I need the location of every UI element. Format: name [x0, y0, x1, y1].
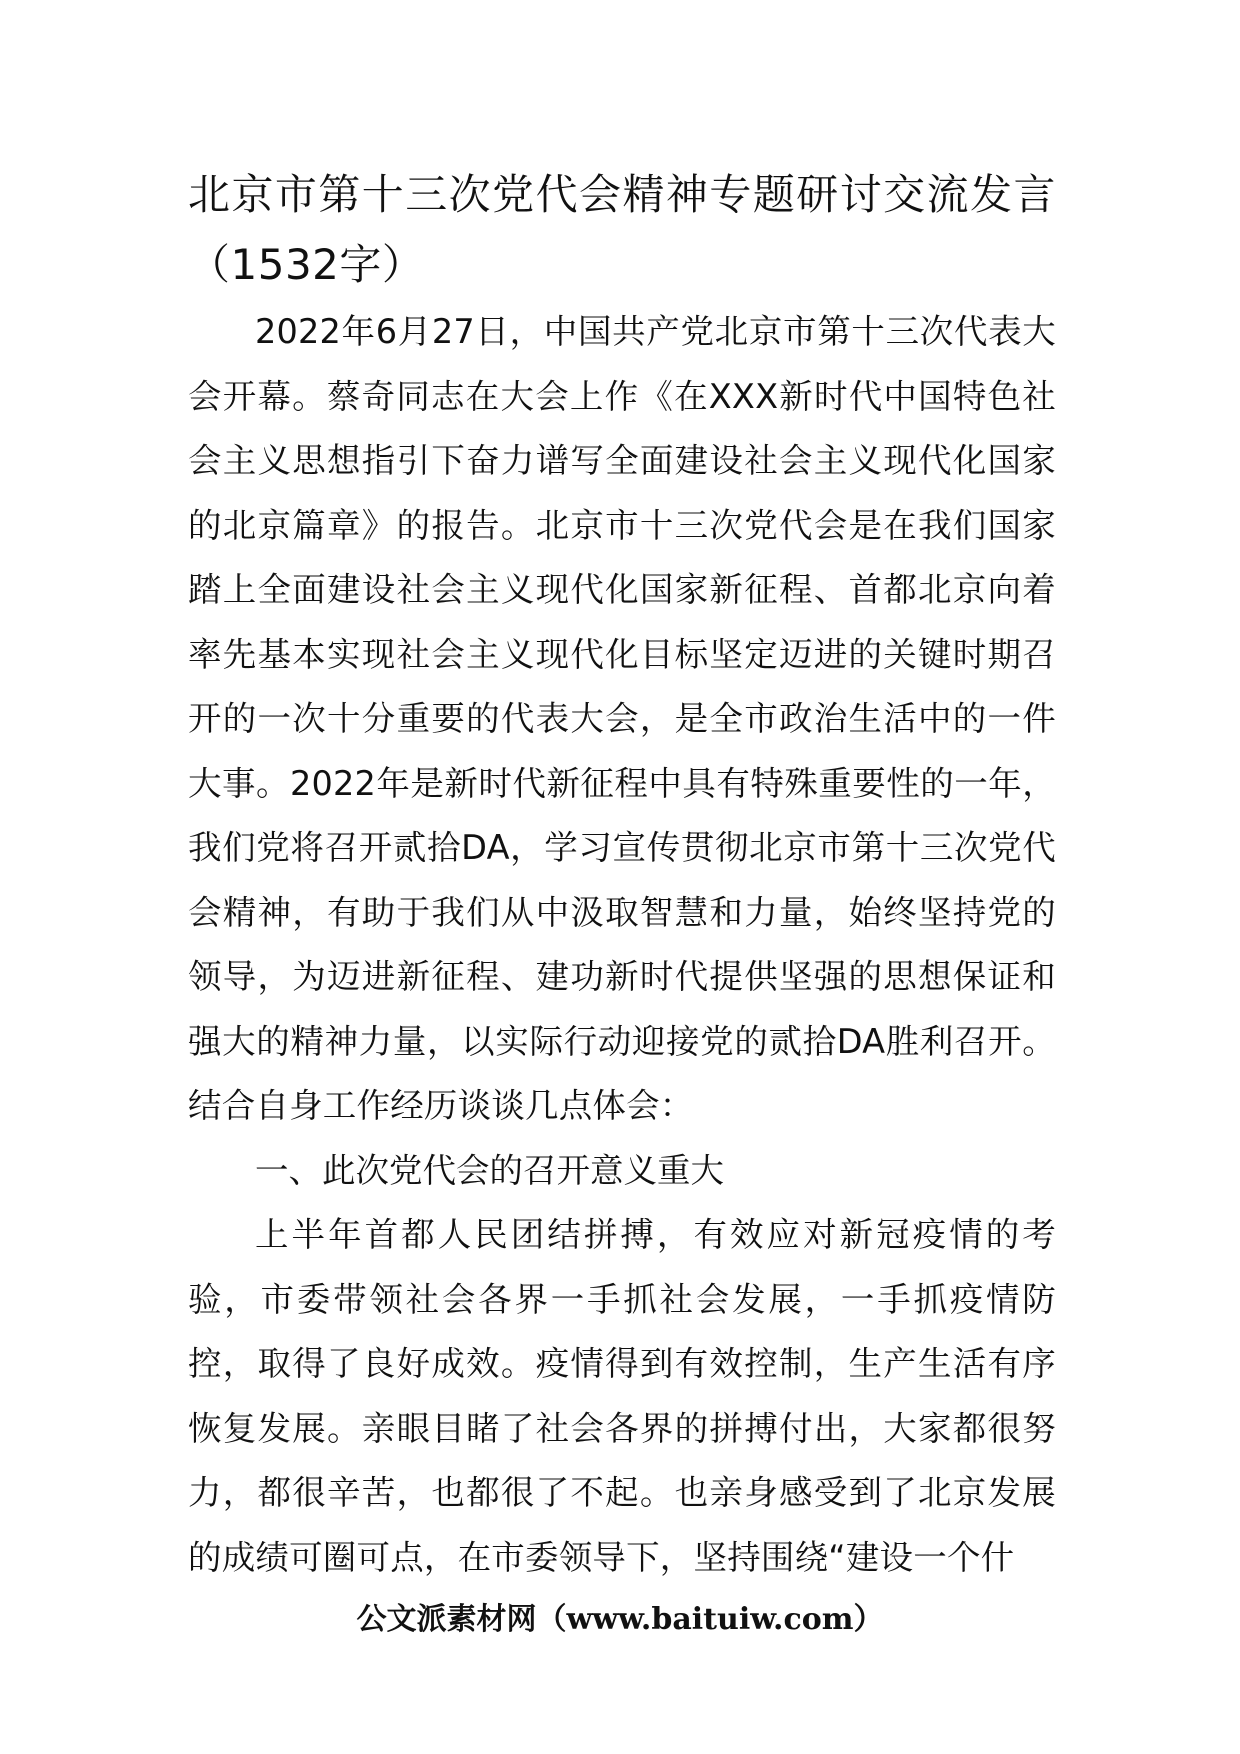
section-paragraph: 上半年首都人民团结拼搏，有效应对新冠疫情的考验，市委带领社会各界一手抓社会发展，一手抓疫情防控，取得了良好成效。疫情得到有效控制，生产生活有序恢复发展。亲眼目睹了社会各界的拼搏付出，大家都很努力，都很辛苦，也都很了不起。也亲身感受到了北京发展的成绩可圈可点，在市委领导下，坚持围绕“建设一个什 [188, 1215, 1056, 1577]
intro-paragraph: 2022年6月27日，中国共产党北京市第十三次代表大会开幕。蔡奇同志在大会上作《在XXX新时代中国特色社会主义思想指引下奋力谱写全面建设社会主义现代化国家的北京篇章》的报告。北京市十三次党代会是在我们国家踏上全面建设社会主义现代化国家新征程、首都北京向着率先基本实现社会主义现代化目标坚定迈进的关键时期召开的一次十分重要的代表大会，是全市政治生活中的一件大事。2022年是新时代新征程中具有特殊重要性的一年，我们党将召开贰拾DA，学习宣传贯彻北京市第十三次党代会精神，有助于我们从中汲取智慧和力量，始终坚持党的领导，为迈进新征程、建功新时代提供坚强的思想保证和强大的精神力量，以实际行动迎接党的贰拾DA胜利召开。结合自身工作经历谈谈几点体会： [188, 312, 1056, 1125]
section-heading: 一、此次党代会的召开意义重大 [255, 1150, 724, 1190]
document-body [188, 160, 1056, 1590]
document-title: 北京市第十三次党代会精神专题研讨交流发言（1532字） [188, 170, 1056, 289]
footer-watermark: 公文派素材网（www.baituiw.com） [356, 1602, 884, 1637]
